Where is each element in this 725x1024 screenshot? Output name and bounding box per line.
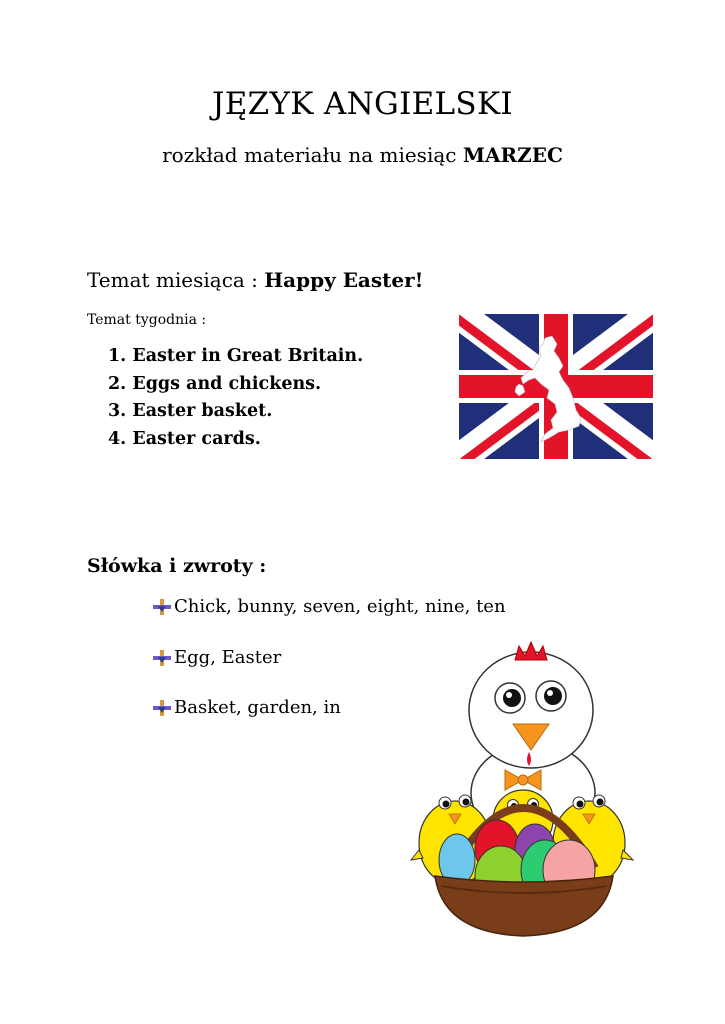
page-title: JĘZYK ANGIELSKI — [212, 86, 513, 122]
weekly-topic-list — [108, 343, 363, 453]
subtitle-month: MARZEC — [462, 143, 563, 167]
vocabulary-item-text: Basket, garden, in — [174, 697, 341, 718]
vocabulary-item-text: Chick, bunny, seven, eight, nine, ten — [174, 596, 506, 617]
subtitle — [0, 143, 725, 167]
easter-chickens-illustration — [405, 638, 640, 948]
arrow-bullet-icon — [152, 598, 172, 616]
vocabulary-item — [152, 697, 341, 718]
arrow-bullet-icon — [152, 649, 172, 667]
list-item: 3. Easter basket. — [108, 401, 273, 422]
month-topic — [87, 268, 423, 292]
arrow-bullet-icon — [152, 699, 172, 717]
list-item: 2. Eggs and chickens. — [108, 373, 322, 394]
list-item: 4. Easter cards. — [108, 428, 261, 449]
vocabulary-item-text: Egg, Easter — [174, 647, 282, 668]
union-jack-flag — [459, 314, 653, 459]
subtitle-prefix: rozkład materiału na miesiąc — [162, 143, 457, 167]
list-item: 1. Easter in Great Britain. — [108, 346, 364, 366]
vocabulary-item — [152, 647, 281, 668]
vocabulary-heading: Słówka i zwroty : — [87, 555, 267, 577]
vocabulary-item — [152, 596, 506, 617]
month-topic-value: Happy Easter! — [264, 268, 424, 292]
weekly-topic-label: Temat tygodnia : — [87, 312, 207, 328]
month-topic-label: Temat miesiąca : — [87, 268, 258, 292]
